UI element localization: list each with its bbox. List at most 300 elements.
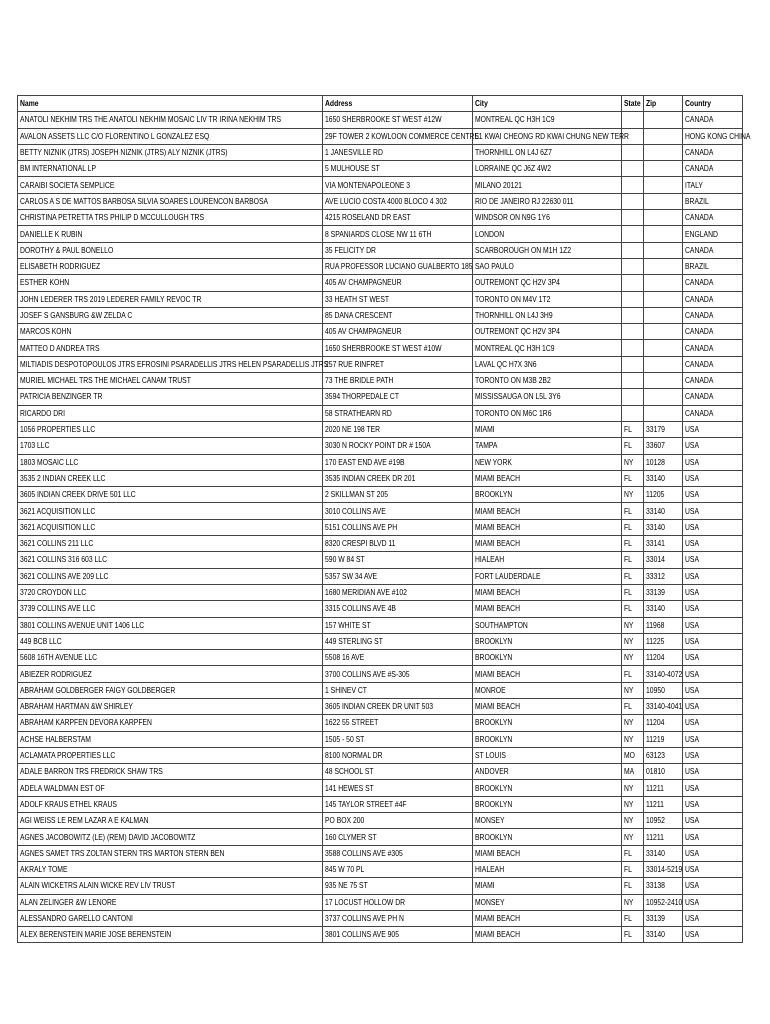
city-cell: HIALEAH [473,861,622,877]
city-cell: MIAMI BEACH [473,503,622,519]
zip-cell: 33141 [644,536,683,552]
city-cell: MIAMI BEACH [473,470,622,486]
zip-cell [644,340,683,356]
zip-cell: 33607 [644,438,683,454]
city-cell: MIAMI BEACH [473,584,622,600]
name-cell: CARLOS A S DE MATTOS BARBOSA SILVIA SOARES LOURENCON BARBOSA [18,193,323,209]
city-cell: SCARBOROUGH ON M1H 1Z2 [473,242,622,258]
zip-cell: 33312 [644,568,683,584]
state-cell: FL [622,878,644,894]
table-row [18,307,743,323]
zip-cell: 33138 [644,878,683,894]
name-cell: 3801 COLLINS AVENUE UNIT 1406 LLC [18,617,323,633]
header-city: City [473,96,622,112]
city-cell: LORRAINE QC J6Z 4W2 [473,161,622,177]
city-cell: MISSISSAUGA ON L5L 3Y6 [473,389,622,405]
zip-cell: 11211 [644,796,683,812]
address-cell: 1505 - 50 ST [323,731,473,747]
table-row [18,633,743,649]
address-cell: 1622 55 STREET [323,715,473,731]
name-cell: RICARDO DRI [18,405,323,421]
country-cell: CANADA [683,356,743,372]
country-cell: USA [683,682,743,698]
address-cell: 5 MULHOUSE ST [323,161,473,177]
address-cell: 4215 ROSELAND DR EAST [323,210,473,226]
zip-cell: 33140 [644,470,683,486]
name-cell: 3720 CROYDON LLC [18,584,323,600]
state-cell: NY [622,829,644,845]
table-row [18,910,743,926]
state-cell: NY [622,650,644,666]
name-cell: 449 BCB LLC [18,633,323,649]
name-cell: 1703 LLC [18,438,323,454]
zip-cell [644,144,683,160]
address-cell: 17 LOCUST HOLLOW DR [323,894,473,910]
name-cell: ABRAHAM HARTMAN &W SHIRLEY [18,698,323,714]
table-row [18,519,743,535]
header-country: Country [683,96,743,112]
zip-cell: 11219 [644,731,683,747]
name-cell: 5608 16TH AVENUE LLC [18,650,323,666]
zip-cell: 33139 [644,584,683,600]
address-cell: 8320 CRESPI BLVD 11 [323,536,473,552]
zip-cell: 11204 [644,650,683,666]
address-cell: 170 EAST END AVE #19B [323,454,473,470]
country-cell: CANADA [683,144,743,160]
table-row [18,389,743,405]
address-cell: 3535 INDIAN CREEK DR 201 [323,470,473,486]
state-cell: NY [622,731,644,747]
name-cell: ABIEZER RODRIGUEZ [18,666,323,682]
state-cell: MA [622,764,644,780]
zip-cell [644,324,683,340]
state-cell [622,356,644,372]
country-cell: ITALY [683,177,743,193]
table-row [18,796,743,812]
country-cell: USA [683,470,743,486]
table-row [18,503,743,519]
state-cell [622,307,644,323]
country-cell: USA [683,536,743,552]
city-cell: MIAMI BEACH [473,666,622,682]
name-cell: ANATOLI NEKHIM TRS THE ANATOLI NEKHIM MOSAIC LIV TR IRINA NEKHIM TRS [18,112,323,128]
address-cell: 3588 COLLINS AVE #305 [323,845,473,861]
header-address: Address [323,96,473,112]
table-row [18,144,743,160]
table-row [18,324,743,340]
country-cell: USA [683,861,743,877]
city-cell: TORONTO ON M6C 1R6 [473,405,622,421]
state-cell: FL [622,601,644,617]
country-cell: USA [683,584,743,600]
zip-cell: 33139 [644,910,683,926]
country-cell: USA [683,438,743,454]
table-row [18,666,743,682]
name-cell: AVALON ASSETS LLC C/O FLORENTINO L GONZALEZ ESQ [18,128,323,144]
zip-cell [644,193,683,209]
state-cell: FL [622,927,644,943]
country-cell: ENGLAND [683,226,743,242]
table-row [18,780,743,796]
zip-cell: 33140 [644,519,683,535]
city-cell: BROOKLYN [473,715,622,731]
address-cell: 157 WHITE ST [323,617,473,633]
address-cell: 1650 SHERBROOKE ST WEST #10W [323,340,473,356]
state-cell [622,177,644,193]
state-cell: FL [622,845,644,861]
state-cell [622,210,644,226]
address-cell: 1680 MERIDIAN AVE #102 [323,584,473,600]
name-cell: 3605 INDIAN CREEK DRIVE 501 LLC [18,487,323,503]
table-row [18,878,743,894]
address-cell: 449 STERLING ST [323,633,473,649]
address-cell: 160 CLYMER ST [323,829,473,845]
city-cell: 51 KWAI CHEONG RD KWAI CHUNG NEW TERR [473,128,622,144]
city-cell: BROOKLYN [473,650,622,666]
country-cell: USA [683,878,743,894]
state-cell [622,340,644,356]
state-cell [622,144,644,160]
state-cell: NY [622,813,644,829]
address-cell: 1 JANESVILLE RD [323,144,473,160]
name-cell: ADALE BARRON TRS FREDRICK SHAW TRS [18,764,323,780]
zip-cell: 33140 [644,927,683,943]
state-cell: FL [622,536,644,552]
table-row [18,454,743,470]
country-cell: USA [683,454,743,470]
state-cell [622,161,644,177]
state-cell: NY [622,633,644,649]
address-cell: 257 RUE RINFRET [323,356,473,372]
country-cell: USA [683,421,743,437]
zip-cell: 11211 [644,829,683,845]
city-cell: FORT LAUDERDALE [473,568,622,584]
country-cell: USA [683,845,743,861]
city-cell: MONTREAL QC H3H 1C9 [473,112,622,128]
zip-cell: 33140 [644,601,683,617]
state-cell: FL [622,910,644,926]
state-cell: NY [622,796,644,812]
table-row [18,291,743,307]
country-cell: USA [683,650,743,666]
country-cell: USA [683,780,743,796]
name-cell: MATTEO D ANDREA TRS [18,340,323,356]
table-row [18,601,743,617]
address-cell: 73 THE BRIDLE PATH [323,373,473,389]
city-cell: MONSEY [473,894,622,910]
table-row [18,487,743,503]
header-name: Name [18,96,323,112]
zip-cell [644,177,683,193]
table-row [18,584,743,600]
table-row [18,356,743,372]
address-cell: AVE LUCIO COSTA 4000 BLOCO 4 302 [323,193,473,209]
name-cell: ALAIN WICKETRS ALAIN WICKE REV LIV TRUST [18,878,323,894]
state-cell [622,226,644,242]
country-cell: CANADA [683,340,743,356]
state-cell: FL [622,503,644,519]
city-cell: RIO DE JANEIRO RJ 22630 011 [473,193,622,209]
country-cell: CANADA [683,275,743,291]
zip-cell [644,389,683,405]
address-cell: 2020 NE 198 TER [323,421,473,437]
city-cell: BROOKLYN [473,633,622,649]
address-cell: 35 FELICITY DR [323,242,473,258]
state-cell: FL [622,861,644,877]
country-cell: USA [683,731,743,747]
country-cell: USA [683,617,743,633]
country-cell: CANADA [683,307,743,323]
table-row [18,210,743,226]
zip-cell [644,161,683,177]
city-cell: MIAMI BEACH [473,519,622,535]
state-cell [622,405,644,421]
header-state: State [622,96,644,112]
country-cell: USA [683,633,743,649]
table-row [18,470,743,486]
city-cell: TORONTO ON M3B 2B2 [473,373,622,389]
table-row [18,927,743,943]
zip-cell: 01810 [644,764,683,780]
state-cell [622,389,644,405]
table-row [18,894,743,910]
zip-cell: 63123 [644,747,683,763]
address-cell: 33 HEATH ST WEST [323,291,473,307]
table-row [18,242,743,258]
zip-cell: 11204 [644,715,683,731]
name-cell: ALEX BERENSTEIN MARIE JOSE BERENSTEIN [18,927,323,943]
city-cell: MIAMI [473,421,622,437]
owner-list-sheet [17,95,751,943]
table-row [18,405,743,421]
state-cell: NY [622,454,644,470]
name-cell: ESTHER KOHN [18,275,323,291]
address-cell: 845 W 70 PL [323,861,473,877]
address-cell: 3030 N ROCKY POINT DR # 150A [323,438,473,454]
city-cell: SAO PAULO [473,258,622,274]
header-zip: Zip [644,96,683,112]
address-cell: 935 NE 75 ST [323,878,473,894]
address-cell: 141 HEWES ST [323,780,473,796]
name-cell: AGNES JACOBOWITZ (LE) (REM) DAVID JACOBOWITZ [18,829,323,845]
state-cell [622,291,644,307]
table-row [18,650,743,666]
zip-cell [644,258,683,274]
name-cell: 1803 MOSAIC LLC [18,454,323,470]
table-row [18,177,743,193]
state-cell: NY [622,487,644,503]
city-cell: ST LOUIS [473,747,622,763]
zip-cell [644,307,683,323]
table-row [18,112,743,128]
country-cell: USA [683,829,743,845]
zip-cell [644,291,683,307]
city-cell: BROOKLYN [473,487,622,503]
zip-cell [644,275,683,291]
country-cell: USA [683,894,743,910]
name-cell: BETTY NIZNIK (JTRS) JOSEPH NIZNIK (JTRS) ALY NIZNIK (JTRS) [18,144,323,160]
name-cell: 3621 ACQUISITION LLC [18,519,323,535]
name-cell: MARCOS KOHN [18,324,323,340]
table-row [18,715,743,731]
city-cell: SOUTHAMPTON [473,617,622,633]
name-cell: BM INTERNATIONAL LP [18,161,323,177]
zip-cell [644,405,683,421]
address-cell: 8100 NORMAL DR [323,747,473,763]
table-row [18,813,743,829]
table-row [18,552,743,568]
city-cell: MIAMI BEACH [473,845,622,861]
address-cell: 2 SKILLMAN ST 205 [323,487,473,503]
address-cell: 3010 COLLINS AVE [323,503,473,519]
table-row [18,161,743,177]
state-cell [622,193,644,209]
zip-cell: 33179 [644,421,683,437]
address-cell: 58 STRATHEARN RD [323,405,473,421]
city-cell: MIAMI BEACH [473,910,622,926]
country-cell: USA [683,519,743,535]
address-cell: 5357 SW 34 AVE [323,568,473,584]
state-cell: FL [622,568,644,584]
state-cell: NY [622,715,644,731]
name-cell: JOSEF S GANSBURG &W ZELDA C [18,307,323,323]
table-row [18,698,743,714]
zip-cell: 10950 [644,682,683,698]
table-row [18,128,743,144]
zip-cell: 10952-2410 [644,894,683,910]
state-cell [622,324,644,340]
name-cell: MURIEL MICHAEL TRS THE MICHAEL CANAM TRUST [18,373,323,389]
owner-table [17,95,751,943]
state-cell: FL [622,519,644,535]
table-row [18,226,743,242]
name-cell: MILTIADIS DESPOTOPOULOS JTRS EFROSINI PSARADELLIS JTRS HELEN PSARADELLIS JTRS [18,356,323,372]
city-cell: NEW YORK [473,454,622,470]
country-cell: CANADA [683,112,743,128]
address-cell: 3700 COLLINS AVE #S-305 [323,666,473,682]
country-cell: HONG KONG CHINA [683,128,743,144]
city-cell: THORNHILL ON L4J 6Z7 [473,144,622,160]
address-cell: 5508 16 AVE [323,650,473,666]
name-cell: 3739 COLLINS AVE LLC [18,601,323,617]
zip-cell: 11205 [644,487,683,503]
country-cell: USA [683,910,743,926]
zip-cell [644,373,683,389]
name-cell: ABRAHAM KARPFEN DEVORA KARPFEN [18,715,323,731]
address-cell: 8 SPANIARDS CLOSE NW 11 6TH [323,226,473,242]
name-cell: ALAN ZELINGER &W LENORE [18,894,323,910]
table-row [18,568,743,584]
name-cell: ALESSANDRO GARELLO CANTONI [18,910,323,926]
name-cell: ACLAMATA PROPERTIES LLC [18,747,323,763]
state-cell: MO [622,747,644,763]
country-cell: USA [683,927,743,943]
state-cell [622,242,644,258]
address-cell: 3315 COLLINS AVE 4B [323,601,473,617]
country-cell: CANADA [683,373,743,389]
zip-cell [644,242,683,258]
name-cell: DANIELLE K RUBIN [18,226,323,242]
name-cell: PATRICIA BENZINGER TR [18,389,323,405]
table-row [18,340,743,356]
zip-cell [644,112,683,128]
zip-cell [644,356,683,372]
country-cell: USA [683,747,743,763]
country-cell: CANADA [683,210,743,226]
state-cell: NY [622,682,644,698]
country-cell: BRAZIL [683,258,743,274]
zip-cell [644,210,683,226]
city-cell: BROOKLYN [473,780,622,796]
city-cell: MONROE [473,682,622,698]
table-row [18,421,743,437]
zip-cell [644,128,683,144]
address-cell: 405 AV CHAMPAGNEUR [323,275,473,291]
address-cell: 85 DANA CRESCENT [323,307,473,323]
zip-cell: 11225 [644,633,683,649]
zip-cell: 10128 [644,454,683,470]
table-row [18,617,743,633]
address-cell: 590 W 84 ST [323,552,473,568]
city-cell: MILANO 20121 [473,177,622,193]
city-cell: MIAMI [473,878,622,894]
table-row [18,764,743,780]
city-cell: MIAMI BEACH [473,927,622,943]
state-cell: FL [622,666,644,682]
zip-cell: 33140-4041 [644,698,683,714]
country-cell: USA [683,487,743,503]
header-row [18,96,743,112]
city-cell: MONTREAL QC H3H 1C9 [473,340,622,356]
table-row [18,861,743,877]
state-cell: FL [622,470,644,486]
address-cell: 3737 COLLINS AVE PH N [323,910,473,926]
zip-cell: 33014-5219 [644,861,683,877]
country-cell: CANADA [683,161,743,177]
table-row [18,682,743,698]
zip-cell [644,226,683,242]
name-cell: ACHSE HALBERSTAM [18,731,323,747]
name-cell: ELISABETH RODRIGUEZ [18,258,323,274]
country-cell: USA [683,813,743,829]
state-cell: FL [622,584,644,600]
table-row [18,747,743,763]
name-cell: ADOLF KRAUS ETHEL KRAUS [18,796,323,812]
table-row [18,373,743,389]
country-cell: USA [683,796,743,812]
name-cell: AKRALY TOME [18,861,323,877]
state-cell: NY [622,780,644,796]
state-cell: FL [622,438,644,454]
name-cell: 3621 ACQUISITION LLC [18,503,323,519]
country-cell: USA [683,552,743,568]
city-cell: LAVAL QC H7X 3N6 [473,356,622,372]
name-cell: 3535 2 INDIAN CREEK LLC [18,470,323,486]
city-cell: WINDSOR ON N9G 1Y6 [473,210,622,226]
city-cell: ANDOVER [473,764,622,780]
city-cell: TAMPA [473,438,622,454]
zip-cell: 33140 [644,503,683,519]
state-cell: FL [622,552,644,568]
table-row [18,845,743,861]
table-row [18,193,743,209]
address-cell: 145 TAYLOR STREET #4F [323,796,473,812]
city-cell: LONDON [473,226,622,242]
city-cell: MIAMI BEACH [473,536,622,552]
city-cell: TORONTO ON M4V 1T2 [473,291,622,307]
name-cell: 3621 COLLINS 316 603 LLC [18,552,323,568]
city-cell: BROOKLYN [473,731,622,747]
